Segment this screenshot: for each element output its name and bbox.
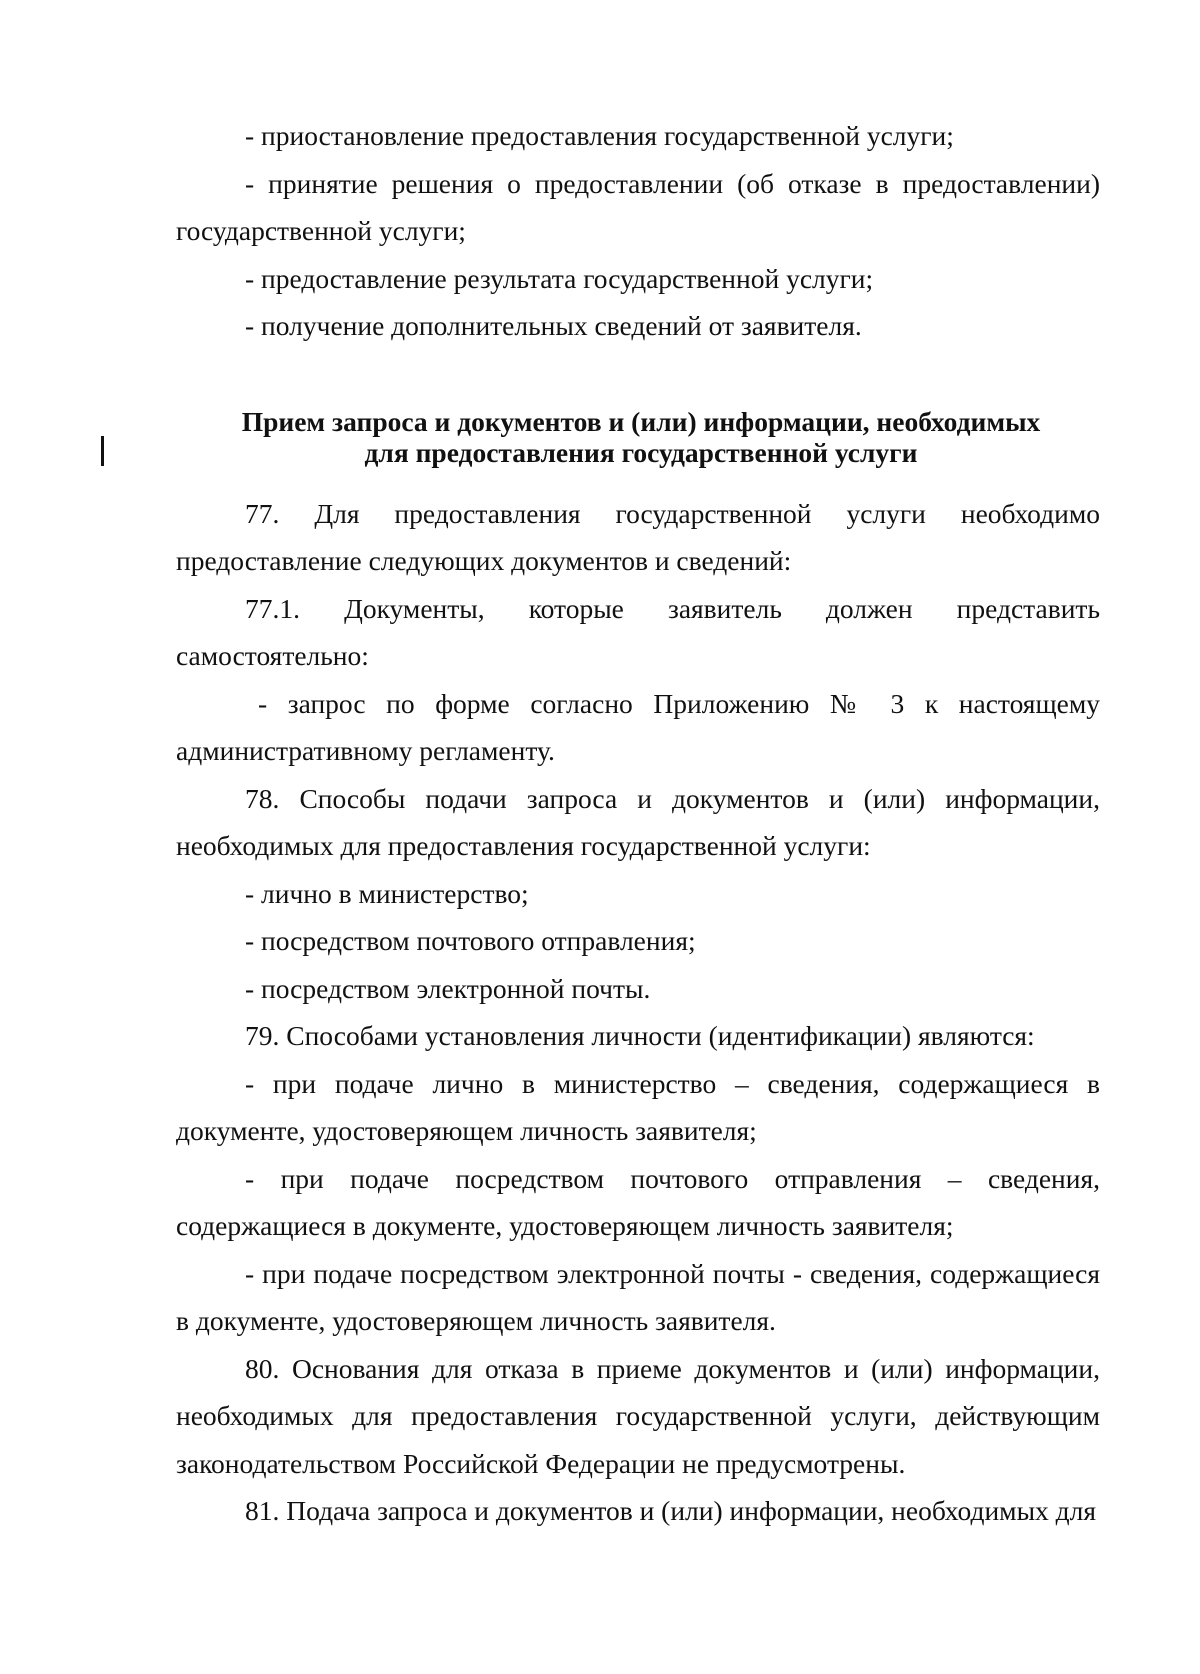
list-item: - лично в министерство; — [245, 877, 529, 909]
list-item: - при подаче посредством почтового отправления – сведения, содержащиеся в документе, удостоверяющем личность заявителя; — [176, 1162, 1100, 1241]
list-item: - приостановление предоставления государственной услуги; — [245, 120, 954, 151]
list-item: - запрос по форме согласно Приложению № 3 к настоящему административному регламенту. — [176, 687, 1100, 766]
paragraph: 79. Способами установления личности (идентификации) являются: — [245, 1020, 1035, 1051]
paragraph: 78. Способы подачи запроса и документов и (или) информации, необходимых для предоставления государственной услуги: — [176, 782, 1100, 861]
list-item: - посредством электронной почты. — [245, 972, 651, 1004]
paragraph: 77.1. Документы, которые заявитель должен представить самостоятельно: — [176, 592, 1100, 671]
list-item: - предоставление результата государственной услуги; — [245, 262, 874, 294]
section-heading-line: Прием запроса и документов и (или) информации, необходимых — [241, 405, 1041, 437]
list-item: - получение дополнительных сведений от заявителя. — [245, 310, 862, 341]
section-heading — [176, 406, 1100, 468]
list-item: - при подаче лично в министерство – сведения, содержащиеся в документе, удостоверяющем личность заявителя; — [176, 1067, 1100, 1146]
paragraph: 80. Основания для отказа в приеме документов и (или) информации, необходимых для предоставления государственной услуги, действующим законодательством Российской Федерации не предусмотрены. — [176, 1352, 1100, 1479]
margin-change-bar — [101, 436, 104, 466]
paragraph: 81. Подача запроса и документов и (или) информации, необходимых для — [245, 1495, 1097, 1526]
list-item: - при подаче посредством электронной почты - сведения, содержащиеся в документе, удостоверяющем личность заявителя. — [176, 1257, 1100, 1336]
list-item: - принятие решения о предоставлении (об отказе в предоставлении) государственной услуги; — [176, 167, 1100, 246]
document-body — [176, 112, 1100, 1535]
paragraph: 77. Для предоставления государственной услуги необходимо предоставление следующих документов и сведений: — [176, 497, 1100, 576]
section-heading-line: для предоставления государственной услуги — [364, 436, 918, 468]
list-item: - посредством почтового отправления; — [245, 925, 696, 956]
